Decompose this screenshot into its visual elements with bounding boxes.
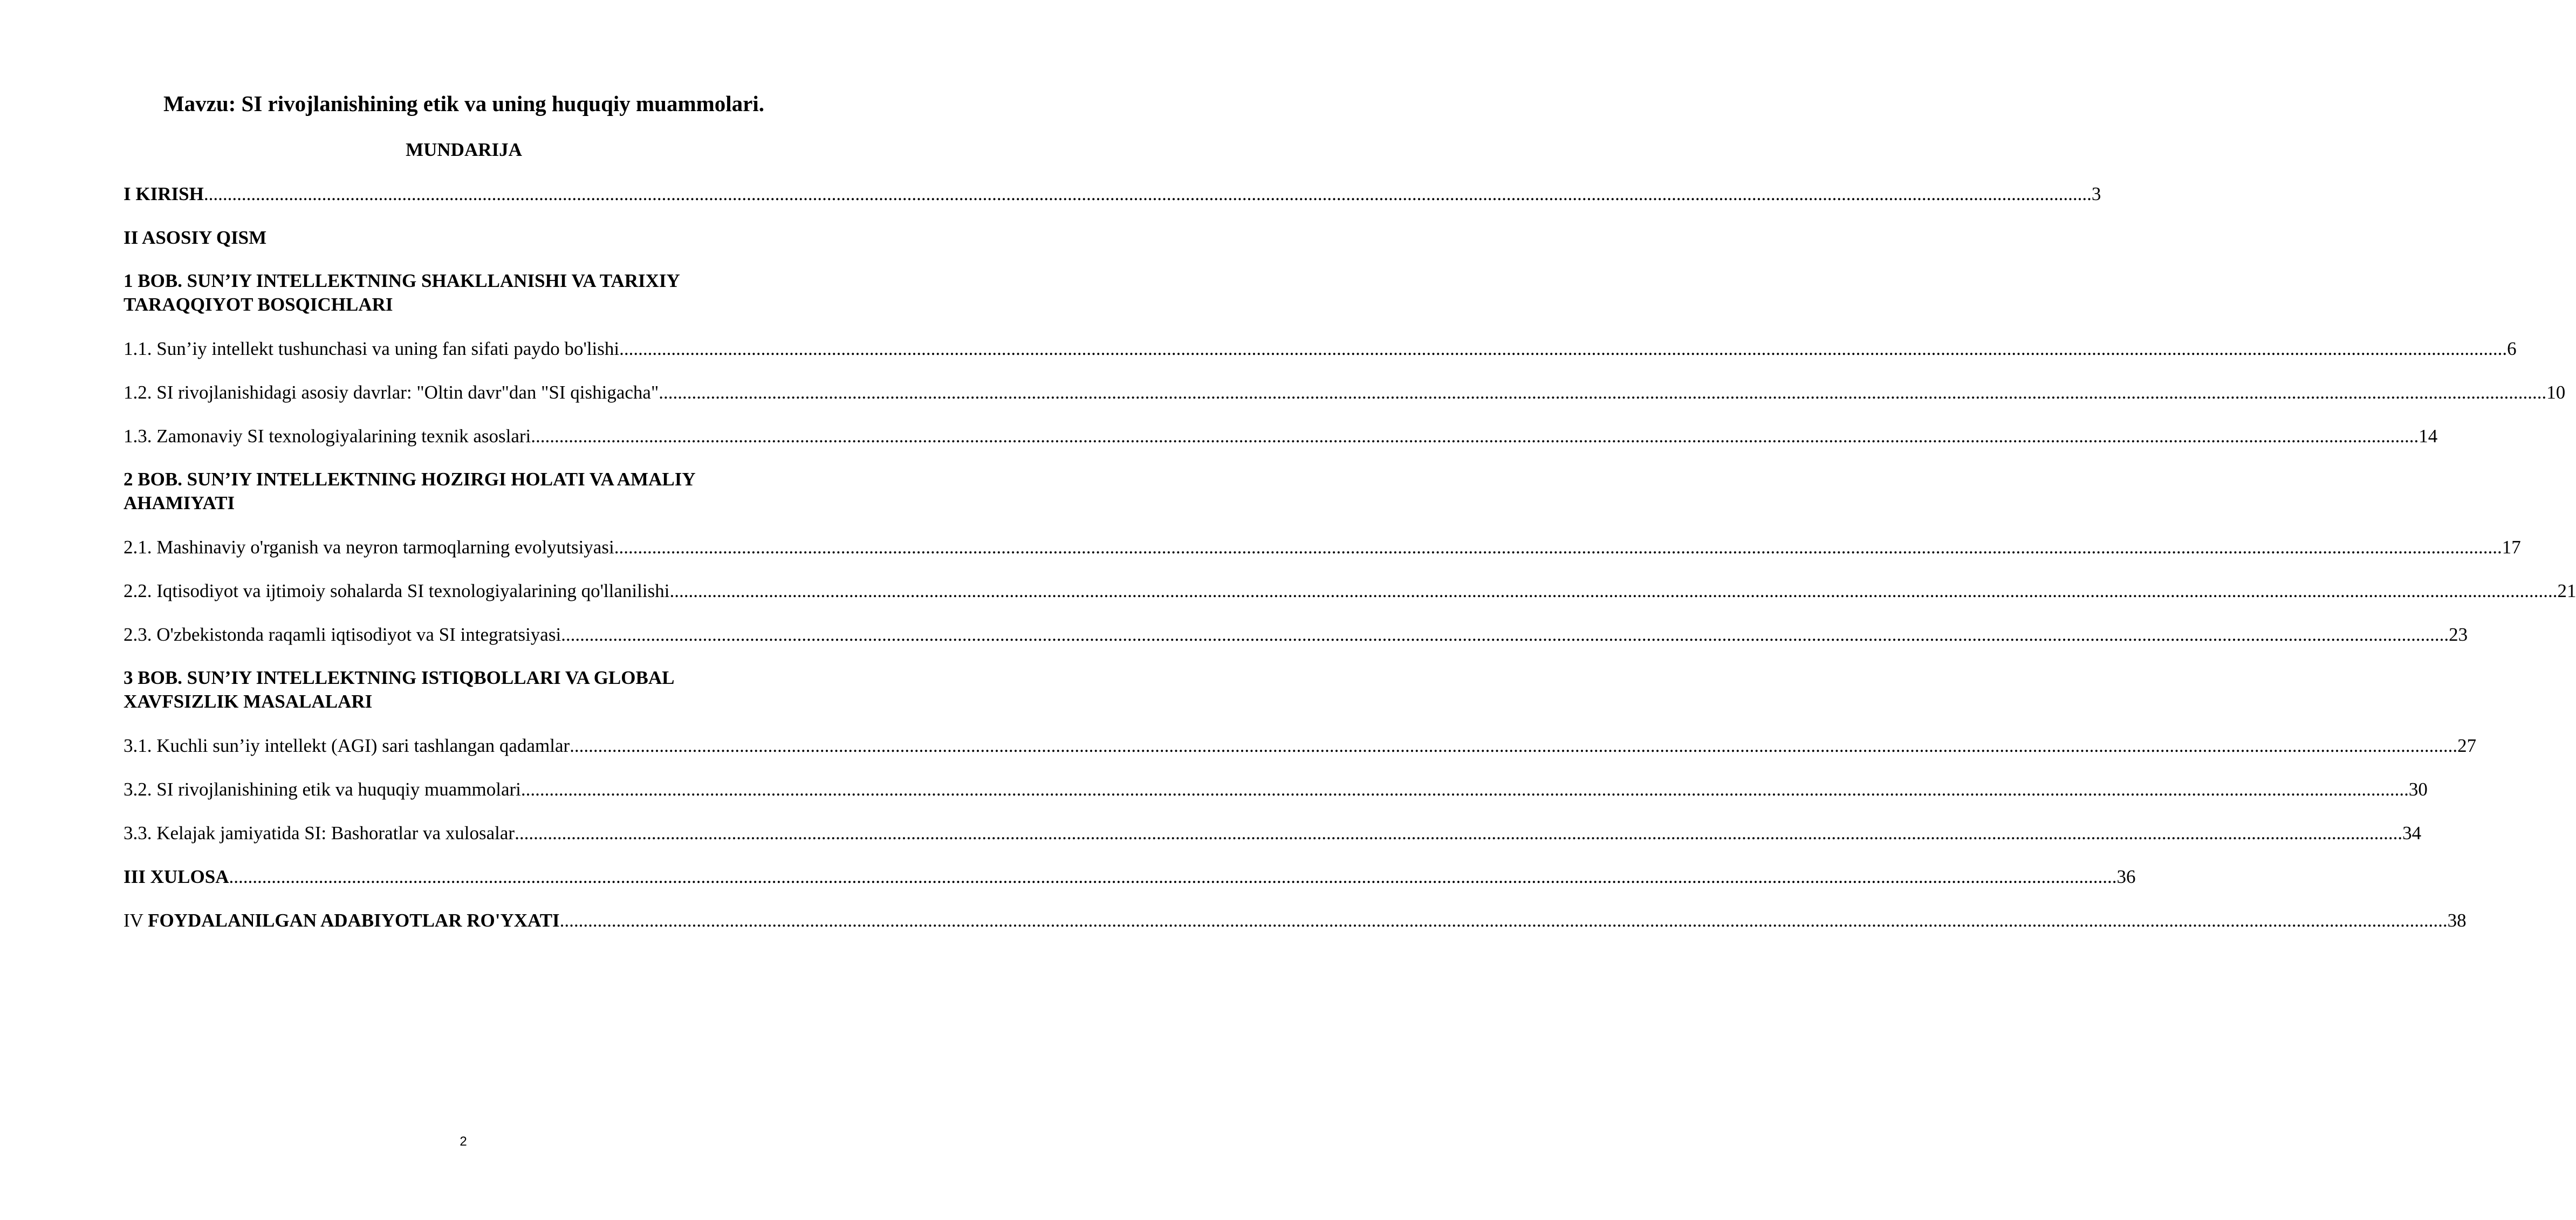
- toc-entry-label: 1.1. Sun’iy intellekt tushunchasi va uning fan sifati paydo bo'lishi: [124, 338, 620, 359]
- toc-entry-label: 3.1. Kuchli sun’iy intellekt (AGI) sari tashlangan qadamlar: [124, 735, 570, 756]
- toc-entry-label: 2.1. Mashinaviy o'rganish va neyron tarmoqlarning evolyutsiyasi: [124, 537, 614, 558]
- toc-chapter3-title-line1: 3 BOB. SUN’IY INTELLEKTNING ISTIQBOLLARI VA GLOBAL: [124, 667, 675, 688]
- toc-entry-intro: [124, 182, 2101, 205]
- toc-entry-page: 10: [2546, 382, 2566, 403]
- dot-leader: ................................................................................................................................................................................................................................................................................................................................................................................................................: [619, 338, 2508, 359]
- dot-leader: ................................................................................................................................................................................................................................................................................................................................................................................................................: [531, 426, 2419, 447]
- toc-entry-label: 1.3. Zamonaviy SI texnologiyalarining texnik asoslari: [124, 426, 531, 447]
- toc-chapter1-title-line1: 1 BOB. SUN’IY INTELLEKTNING SHAKLLANISHI VA TARIXIY: [124, 270, 680, 291]
- toc-chapter2-title-line2: AHAMIYATI: [124, 492, 235, 513]
- toc-entry-title: FOYDALANILGAN ADABIYOTLAR RO'YXATI: [148, 910, 560, 931]
- toc-entry-conclusion: [124, 865, 2136, 888]
- dot-leader: ................................................................................................................................................................................................................................................................................................................................................................................................................: [561, 624, 2449, 645]
- toc-entry-label: 1.2. SI rivojlanishidagi asosiy davrlar: "Oltin davr"dan "SI qishigacha": [124, 382, 659, 403]
- document-title: Mavzu: SI rivojlanishining etik va uning huquqiy muammolari.: [163, 91, 765, 116]
- toc-chapter2-title-line1: 2 BOB. SUN’IY INTELLEKTNING HOZIRGI HOLATI VA AMALIY: [124, 469, 696, 490]
- toc-entry-label: 3.2. SI rivojlanishining etik va huquqiy muammolari: [124, 779, 521, 800]
- dot-leader: ................................................................................................................................................................................................................................................................................................................................................................................................................: [515, 823, 2403, 844]
- dot-leader: ................................................................................................................................................................................................................................................................................................................................................................................................................: [659, 382, 2547, 403]
- toc-section-main: II ASOSIY QISM: [124, 227, 267, 248]
- dot-leader: ................................................................................................................................................................................................................................................................................................................................................................................................................: [669, 580, 2558, 601]
- toc-entry-prefix: IV: [124, 910, 148, 931]
- toc-entry-label: III XULOSA: [124, 866, 229, 887]
- toc-entry-page: 34: [2402, 823, 2422, 844]
- toc-entry-1-1: [124, 337, 2517, 360]
- dot-leader: ................................................................................................................................................................................................................................................................................................................................................................................................................: [203, 183, 2092, 204]
- toc-entry-page: 36: [2116, 866, 2136, 887]
- toc-entry-2-1: [124, 536, 2521, 559]
- toc-entry-label: 2.3. O'zbekistonda raqamli iqtisodiyot va SI integratsiyasi: [124, 624, 561, 645]
- toc-entry-page: 14: [2419, 426, 2438, 447]
- toc-entry-page: 23: [2449, 624, 2468, 645]
- toc-entry-page: 6: [2507, 338, 2517, 359]
- toc-chapter3-title-line2: XAVFSIZLIK MASALALARI: [124, 691, 373, 712]
- toc-entry-3-1: [124, 734, 2477, 757]
- toc-entry-2-3: [124, 623, 2468, 646]
- dot-leader: ................................................................................................................................................................................................................................................................................................................................................................................................................: [570, 735, 2458, 756]
- toc-entry-references: [124, 909, 2467, 932]
- toc-entry-label: 2.2. Iqtisodiyot va ijtimoiy sohalarda SI texnologiyalarining qo'llanilishi: [124, 580, 670, 601]
- toc-entry-page: 38: [2447, 910, 2467, 931]
- toc-entry-3-3: [124, 821, 2422, 845]
- toc-entry-page: 27: [2457, 735, 2477, 756]
- toc-entry-label: I KIRISH: [124, 183, 204, 204]
- toc-entry-page: 3: [2091, 183, 2101, 204]
- toc-entry-page: 17: [2502, 537, 2521, 558]
- toc-entry-3-2: [124, 778, 2428, 801]
- toc-entry-1-3: [124, 424, 2438, 448]
- toc-entry-label: [124, 909, 560, 932]
- toc-entry-page: 21: [2557, 580, 2576, 601]
- toc-entry-1-2: [124, 381, 2566, 404]
- page-number: 2: [460, 1134, 467, 1149]
- toc-entry-page: 30: [2408, 779, 2428, 800]
- toc-entry-label: 3.3. Kelajak jamiyatida SI: Bashoratlar va xulosalar: [124, 823, 515, 844]
- toc-chapter1-title-line2: TARAQQIYOT BOSQICHLARI: [124, 294, 393, 315]
- dot-leader: ................................................................................................................................................................................................................................................................................................................................................................................................................: [559, 910, 2448, 931]
- dot-leader: ................................................................................................................................................................................................................................................................................................................................................................................................................: [229, 866, 2117, 887]
- dot-leader: ................................................................................................................................................................................................................................................................................................................................................................................................................: [520, 779, 2409, 800]
- dot-leader: ................................................................................................................................................................................................................................................................................................................................................................................................................: [614, 537, 2502, 558]
- toc-heading: MUNDARIJA: [406, 139, 522, 160]
- toc-entry-2-2: [124, 579, 2576, 602]
